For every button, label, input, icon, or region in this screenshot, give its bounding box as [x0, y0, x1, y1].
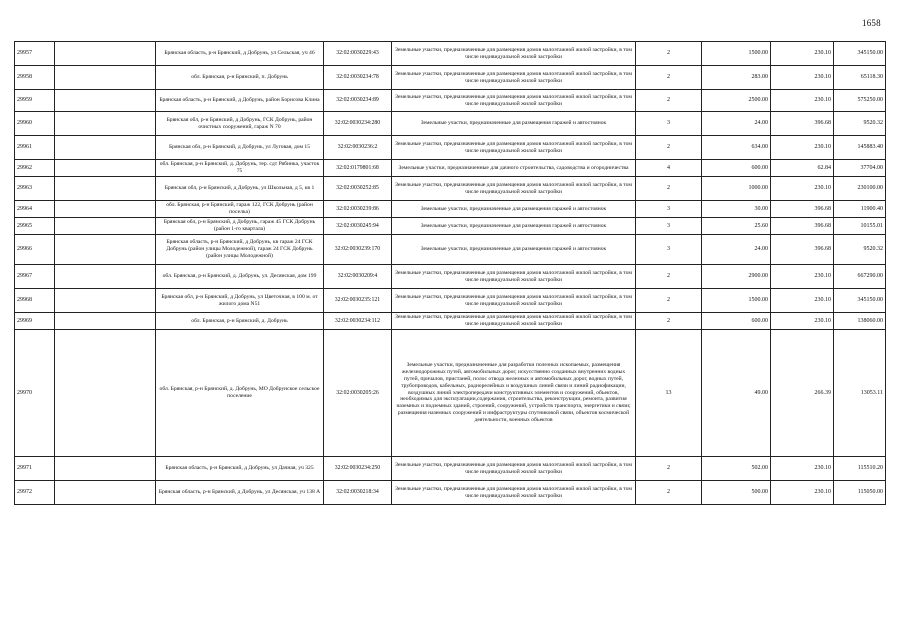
row-cadastral-value: 11900.40	[834, 201, 886, 218]
row-blank-cell	[55, 201, 156, 218]
table-row	[15, 201, 886, 218]
row-number: 29957	[15, 42, 55, 66]
row-cadastral-number: 32:02:0030236:2	[324, 136, 392, 160]
row-number: 29965	[15, 218, 55, 235]
row-blank-cell	[55, 457, 156, 481]
row-specific-value: 396.68	[771, 201, 834, 218]
row-specific-value: 62.84	[771, 160, 834, 177]
row-specific-value: 396.68	[771, 235, 834, 265]
row-cadastral-value: 65118.30	[834, 66, 886, 90]
table-row	[15, 330, 886, 457]
row-address: обл. Брянская, р-н Брянский, д. Добрунь, МО Добрунское сельское поселение	[156, 330, 324, 457]
row-cadastral-number: 32:02:0179801:68	[324, 160, 392, 177]
row-use-group: 2	[636, 481, 702, 505]
land-registry-table	[14, 41, 886, 505]
row-cadastral-value: 9520.32	[834, 235, 886, 265]
row-number: 29964	[15, 201, 55, 218]
row-cadastral-value: 145883.40	[834, 136, 886, 160]
row-land-use: Земельные участки, предназначенные для размещения домов малоэтажной жилой застройки, в том числе индивидуальной жилой застройки	[392, 177, 636, 201]
row-blank-cell	[55, 289, 156, 313]
row-specific-value: 230.10	[771, 265, 834, 289]
table-row	[15, 235, 886, 265]
row-use-group: 13	[636, 330, 702, 457]
row-area: 24.00	[702, 235, 771, 265]
row-blank-cell	[55, 177, 156, 201]
row-area: 600.00	[702, 160, 771, 177]
row-land-use: Земельные участки, предназначенные для размещения домов малоэтажной жилой застройки, в том числе индивидуальной жилой застройки	[392, 265, 636, 289]
row-land-use: Земельные участки, предназначенные для размещения гаражей и автостоянок	[392, 235, 636, 265]
row-area: 500.00	[702, 481, 771, 505]
row-number: 29959	[15, 90, 55, 112]
row-blank-cell	[55, 313, 156, 330]
row-area: 2900.00	[702, 265, 771, 289]
row-use-group: 2	[636, 42, 702, 66]
row-number: 29963	[15, 177, 55, 201]
table-row	[15, 265, 886, 289]
table-row	[15, 112, 886, 136]
row-land-use: Земельные участки, предназначенные для размещения домов малоэтажной жилой застройки, в том числе индивидуальной жилой застройки	[392, 90, 636, 112]
row-cadastral-number: 32:02:0030229:43	[324, 42, 392, 66]
row-cadastral-number: 32:02:0030234:78	[324, 66, 392, 90]
row-number: 29962	[15, 160, 55, 177]
row-land-use: Земельные участки, предназначенные для разработки полезных ископаемых, размещения железнодорожных путей, автомобильных дорог, искусственно созданных внутренних водных путей, причалов, пристаней, полос отвода железных и автомобильных дорог, водных путей, трубопроводов, кабельных, радиорелейных и воздушных линий связи и линий радиофикации, воздушных линий электропередачи конструктивных элементов и сооружений, объектов, необходимых для эксплуатации,содержания, строительства, реконструкции, ремонта, развития наземных и подземных зданий, строений, сооружений, устройств транспорта, энергетики и связи; размещения наземных сооружений и инфраструктуры спутниковой связи, объектов космической деятельности, военных объектов	[392, 330, 636, 457]
row-specific-value: 230.10	[771, 66, 834, 90]
row-address: Брянская область, р-н Брянский, д Добрунь, ул Дачная, уч 325	[156, 457, 324, 481]
row-land-use: Земельные участки, предназначенные для размещения домов малоэтажной жилой застройки, в том числе индивидуальной жилой застройки	[392, 289, 636, 313]
table-row	[15, 481, 886, 505]
row-specific-value: 396.68	[771, 112, 834, 136]
row-cadastral-number: 32:02:0030252:85	[324, 177, 392, 201]
row-blank-cell	[55, 330, 156, 457]
row-cadastral-value: 345150.00	[834, 42, 886, 66]
row-area: 30.00	[702, 201, 771, 218]
row-address: Брянская обл, р-н Брянский, д Добрунь, ГСК Добрунь, район очистных сооружений, гараж N 70	[156, 112, 324, 136]
row-address: обл. Брянская, р-н Брянский, д. Добрунь, тер. сдт Рябинка, участок 75	[156, 160, 324, 177]
page-number: 1658	[862, 18, 881, 28]
row-blank-cell	[55, 66, 156, 90]
row-address: Брянская обл, р-н Брянский, д Добрунь, ул Луговая, дом 15	[156, 136, 324, 160]
row-number: 29970	[15, 330, 55, 457]
row-land-use: Земельные участки, предназначенные для дачного строительства, садоводства и огородничества	[392, 160, 636, 177]
row-cadastral-value: 345150.00	[834, 289, 886, 313]
row-cadastral-number: 32:02:0030239:86	[324, 201, 392, 218]
row-address: Брянская область, р-н Брянский, д Добрунь, ул Сельская, уч 46	[156, 42, 324, 66]
row-land-use: Земельные участки, предназначенные для размещения домов малоэтажной жилой застройки, в том числе индивидуальной жилой застройки	[392, 481, 636, 505]
row-blank-cell	[55, 235, 156, 265]
row-use-group: 4	[636, 160, 702, 177]
row-use-group: 2	[636, 66, 702, 90]
table-row	[15, 42, 886, 66]
row-address: Брянская область, р-н Брянский, д Добрунь, кв гараж 24 ГСК Добрунь (район улицы Молодежной), гараж 24 ГСК Добрунь (район улицы Молодежной)	[156, 235, 324, 265]
row-address: Брянская область, р-н Брянский, д Добрунь, район Борисова Клина	[156, 90, 324, 112]
row-cadastral-number: 32:02:0030234:250	[324, 457, 392, 481]
table-row	[15, 66, 886, 90]
table-row	[15, 289, 886, 313]
row-specific-value: 230.10	[771, 90, 834, 112]
row-cadastral-number: 32:02:0030234:280	[324, 112, 392, 136]
row-cadastral-number: 32:02:0030234:89	[324, 90, 392, 112]
table-row	[15, 160, 886, 177]
row-cadastral-number: 32:02:0030209:4	[324, 265, 392, 289]
row-number: 29958	[15, 66, 55, 90]
row-area: 502.00	[702, 457, 771, 481]
row-cadastral-value: 575250.00	[834, 90, 886, 112]
table-row	[15, 177, 886, 201]
row-address: Брянская обл, р-н Брянский, д Добрунь, ул Школьная, д 5, кв 1	[156, 177, 324, 201]
row-cadastral-number: 32:02:0030235:121	[324, 289, 392, 313]
row-specific-value: 230.10	[771, 481, 834, 505]
row-blank-cell	[55, 160, 156, 177]
row-land-use: Земельные участки, предназначенные для размещения домов малоэтажной жилой застройки, в том числе индивидуальной жилой застройки	[392, 66, 636, 90]
row-land-use: Земельные участки, предназначенные для размещения гаражей и автостоянок	[392, 201, 636, 218]
row-cadastral-value: 115510.20	[834, 457, 886, 481]
row-specific-value: 230.10	[771, 313, 834, 330]
row-blank-cell	[55, 42, 156, 66]
row-address: Брянская обл, р-н Брянский, д Добрунь, гараж 45 ГСК Добрунь (район 1-го квартала)	[156, 218, 324, 235]
row-land-use: Земельные участки, предназначенные для размещения гаражей и автостоянок	[392, 112, 636, 136]
row-blank-cell	[55, 136, 156, 160]
row-land-use: Земельные участки, предназначенные для размещения домов малоэтажной жилой застройки, в том числе индивидуальной жилой застройки	[392, 313, 636, 330]
row-cadastral-value: 667290.00	[834, 265, 886, 289]
row-use-group: 2	[636, 265, 702, 289]
row-specific-value: 230.10	[771, 177, 834, 201]
row-number: 29968	[15, 289, 55, 313]
row-number: 29972	[15, 481, 55, 505]
row-number: 29960	[15, 112, 55, 136]
row-land-use: Земельные участки, предназначенные для размещения домов малоэтажной жилой застройки, в том числе индивидуальной жилой застройки	[392, 136, 636, 160]
row-area: 1500.00	[702, 289, 771, 313]
row-address: обл. Брянская, р-н Брянский, гараж 122, ГСК Добрунь (район поселка)	[156, 201, 324, 218]
table-row	[15, 136, 886, 160]
row-specific-value: 230.10	[771, 457, 834, 481]
row-use-group: 3	[636, 235, 702, 265]
row-use-group: 3	[636, 218, 702, 235]
table-row	[15, 218, 886, 235]
row-use-group: 2	[636, 136, 702, 160]
row-cadastral-number: 32:02:0030245:94	[324, 218, 392, 235]
row-number: 29967	[15, 265, 55, 289]
row-cadastral-number: 32:02:0030218:34	[324, 481, 392, 505]
row-number: 29971	[15, 457, 55, 481]
row-address: Брянская область, р-н Брянский, д Добрунь, ул Десянская, уч 138 А	[156, 481, 324, 505]
row-use-group: 2	[636, 457, 702, 481]
row-blank-cell	[55, 481, 156, 505]
row-blank-cell	[55, 90, 156, 112]
row-address: обл. Брянская, р-н Брянский, д. Добрунь, ул. Десянская, дом 199	[156, 265, 324, 289]
row-cadastral-number: 32:02:0030205:26	[324, 330, 392, 457]
row-number: 29966	[15, 235, 55, 265]
row-area: 49.00	[702, 330, 771, 457]
row-blank-cell	[55, 112, 156, 136]
row-cadastral-value: 10155.01	[834, 218, 886, 235]
row-cadastral-value: 138060.00	[834, 313, 886, 330]
row-use-group: 2	[636, 289, 702, 313]
row-area: 24.00	[702, 112, 771, 136]
row-use-group: 2	[636, 313, 702, 330]
row-area: 283.00	[702, 66, 771, 90]
row-blank-cell	[55, 218, 156, 235]
row-area: 600.00	[702, 313, 771, 330]
row-specific-value: 230.10	[771, 136, 834, 160]
row-address: обл. Брянская, р-н Брянский, д. Добрунь	[156, 313, 324, 330]
row-address: обл. Брянская, р-н Брянский, п. Добрунь	[156, 66, 324, 90]
row-cadastral-value: 230100.00	[834, 177, 886, 201]
row-address: Брянская обл, р-н Брянский, д Добрунь, ул Цветочная, в 100 м. от жилого дома N51	[156, 289, 324, 313]
row-area: 634.00	[702, 136, 771, 160]
row-land-use: Земельные участки, предназначенные для размещения домов малоэтажной жилой застройки, в том числе индивидуальной жилой застройки	[392, 42, 636, 66]
table-row	[15, 313, 886, 330]
row-use-group: 2	[636, 177, 702, 201]
row-area: 1000.00	[702, 177, 771, 201]
row-number: 29969	[15, 313, 55, 330]
row-use-group: 2	[636, 90, 702, 112]
row-specific-value: 396.68	[771, 218, 834, 235]
row-blank-cell	[55, 265, 156, 289]
row-land-use: Земельные участки, предназначенные для размещения домов малоэтажной жилой застройки, в том числе индивидуальной жилой застройки	[392, 457, 636, 481]
table-row	[15, 457, 886, 481]
row-cadastral-number: 32:02:0030239:170	[324, 235, 392, 265]
row-land-use: Земельные участки, предназначенные для размещения гаражей и автостоянок	[392, 218, 636, 235]
table-body	[15, 42, 886, 505]
row-area: 25.60	[702, 218, 771, 235]
row-specific-value: 230.10	[771, 289, 834, 313]
row-cadastral-value: 37704.00	[834, 160, 886, 177]
row-number: 29961	[15, 136, 55, 160]
row-area: 2500.00	[702, 90, 771, 112]
row-use-group: 3	[636, 112, 702, 136]
row-area: 1500.00	[702, 42, 771, 66]
row-specific-value: 230.10	[771, 42, 834, 66]
row-cadastral-value: 115050.00	[834, 481, 886, 505]
table-row	[15, 90, 886, 112]
row-cadastral-value: 9520.32	[834, 112, 886, 136]
row-cadastral-value: 13053.11	[834, 330, 886, 457]
row-use-group: 3	[636, 201, 702, 218]
row-cadastral-number: 32:02:0030234:112	[324, 313, 392, 330]
row-specific-value: 266.39	[771, 330, 834, 457]
